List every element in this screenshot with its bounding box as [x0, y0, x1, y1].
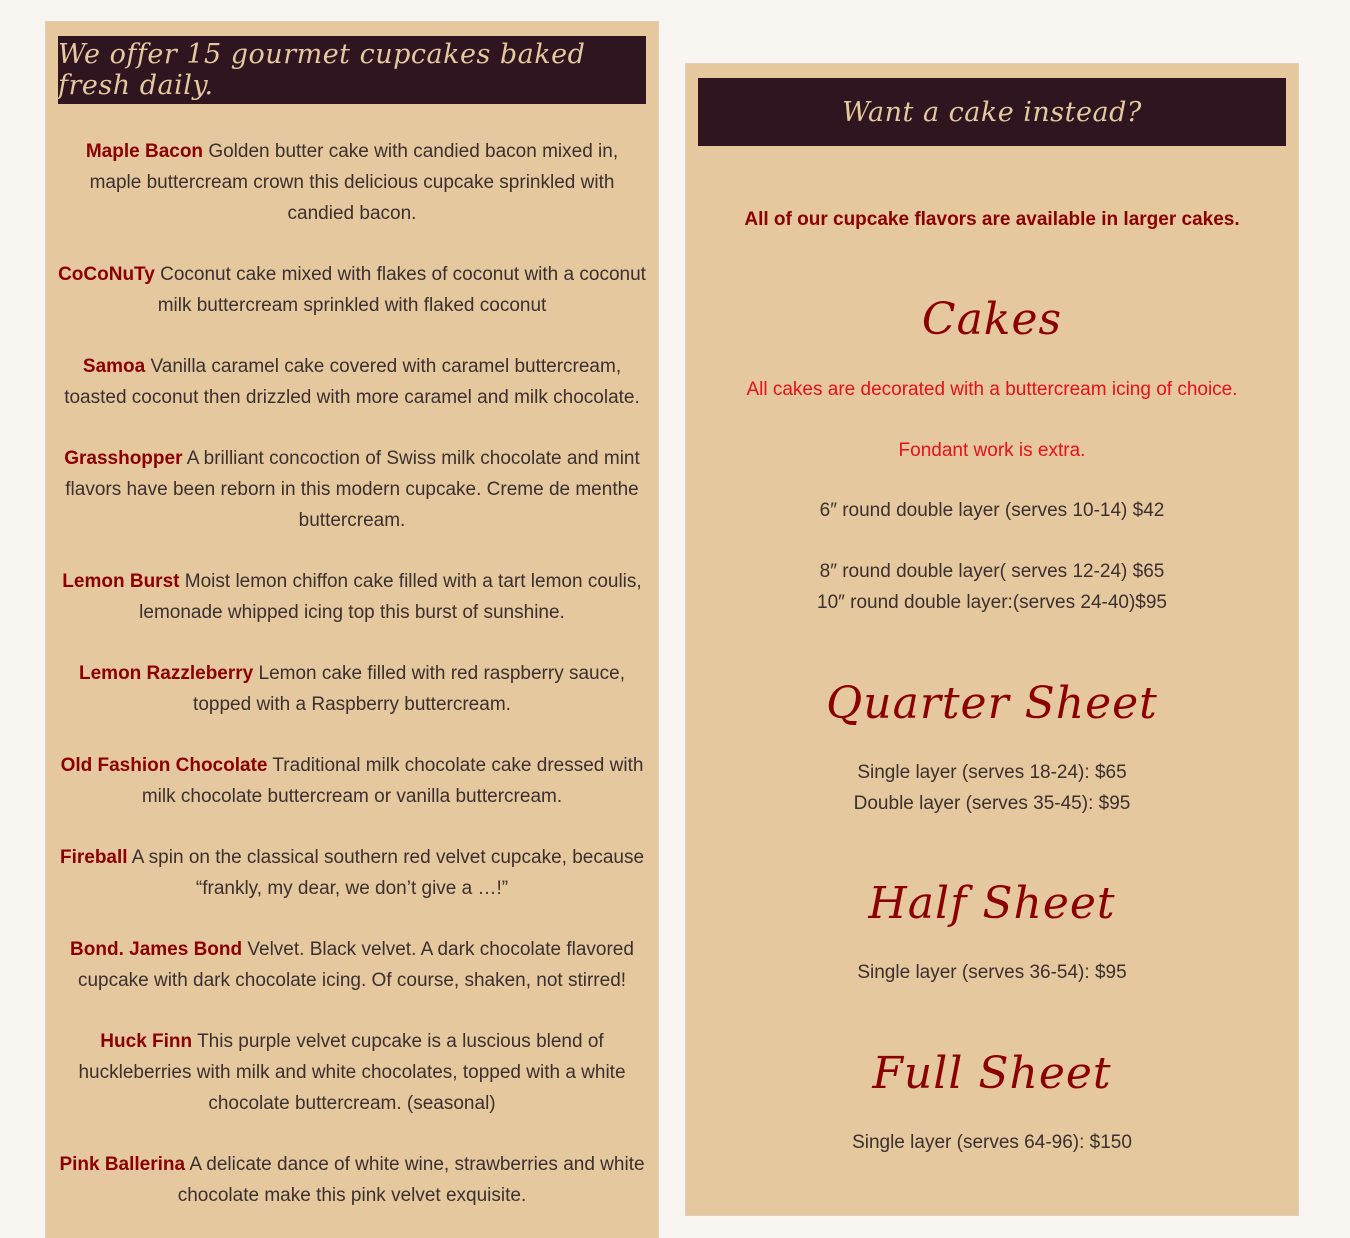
- flavor-description: Traditional milk chocolate cake dressed with milk chocolate buttercream or vanilla buttercream.: [141, 755, 644, 807]
- cupcake-menu-panel: [45, 21, 659, 1238]
- flavor-description: A delicate dance of white wine, strawberries and white chocolate make this pink velvet exquisite.: [177, 1154, 645, 1206]
- flavor-name: Lemon Razzleberry: [79, 663, 254, 684]
- fondant-note: Fondant work is extra.: [898, 440, 1086, 461]
- quarter-sheet-single-price: Single layer (serves 18-24): $65: [857, 762, 1127, 783]
- flavor-description: Velvet. Black velvet. A dark chocolate flavored cupcake with dark chocolate icing. Of course, shaken, not stirred!: [77, 939, 634, 991]
- flavor-name: Grasshopper: [64, 448, 183, 469]
- flavor-description: A brilliant concoction of Swiss milk chocolate and mint flavors have been reborn in this modern cupcake. Creme de menthe buttercream.: [65, 448, 640, 531]
- flavor-item: [58, 934, 646, 996]
- flavor-item: [58, 1149, 646, 1211]
- flavor-item: [58, 351, 646, 413]
- cake-intro-text: All of our cupcake flavors are available in larger cakes.: [744, 209, 1240, 230]
- flavor-item: [58, 136, 646, 229]
- round-cake-10in-price: 10″ round double layer:(serves 24-40)$95: [817, 592, 1167, 613]
- flavor-description: This purple velvet cupcake is a luscious blend of huckleberries with milk and white chocolates, topped with a white chocolate buttercream. (seasonal): [78, 1031, 626, 1114]
- quarter-sheet-heading: Quarter Sheet: [826, 678, 1158, 729]
- flavor-list: [58, 136, 646, 1238]
- flavor-item: [58, 259, 646, 321]
- flavor-description: A spin on the classical southern red velvet cupcake, because “frankly, my dear, we don’t give a …!”: [131, 847, 645, 899]
- flavor-item: [58, 842, 646, 904]
- flavor-description: Lemon cake filled with red raspberry sauce, topped with a Raspberry buttercream.: [193, 663, 625, 715]
- flavor-name: Fireball: [59, 847, 128, 868]
- cakes-heading: Cakes: [921, 294, 1063, 345]
- cupcake-banner-title: We offer 15 gourmet cupcakes baked fresh daily.: [58, 36, 646, 104]
- flavor-name: CoCoNuTy: [58, 264, 155, 285]
- flavor-name: Bond. James Bond: [70, 939, 243, 960]
- flavor-description: Vanilla caramel cake covered with caramel buttercream, toasted coconut then drizzled with more caramel and milk chocolate.: [64, 356, 640, 408]
- flavor-name: Old Fashion Chocolate: [60, 755, 268, 776]
- cake-pricing-panel: [685, 63, 1299, 1216]
- quarter-sheet-double-price: Double layer (serves 35-45): $95: [853, 793, 1131, 814]
- flavor-name: Huck Finn: [100, 1031, 193, 1052]
- cake-banner-title: Want a cake instead?: [698, 78, 1286, 146]
- flavor-description: Moist lemon chiffon cake filled with a tart lemon coulis, lemonade whipped icing top this burst of sunshine.: [139, 571, 642, 623]
- flavor-name: Pink Ballerina: [59, 1154, 186, 1175]
- flavor-item: [58, 750, 646, 812]
- flavor-name: Maple Bacon: [85, 141, 204, 162]
- full-sheet-single-price: Single layer (serves 64-96): $150: [852, 1132, 1132, 1153]
- half-sheet-single-price: Single layer (serves 36-54): $95: [857, 962, 1127, 983]
- flavor-item: [58, 566, 646, 628]
- flavor-name: Samoa: [82, 356, 146, 377]
- half-sheet-heading: Half Sheet: [868, 878, 1116, 929]
- flavor-description: Coconut cake mixed with flakes of coconut with a coconut milk buttercream sprinkled with flaked coconut: [157, 264, 646, 316]
- flavor-item: [58, 1026, 646, 1119]
- flavor-description: Golden butter cake with candied bacon mixed in, maple buttercream crown this delicious cupcake sprinkled with candied bacon.: [89, 141, 619, 224]
- flavor-item: [58, 658, 646, 720]
- flavor-item: [58, 443, 646, 536]
- round-cake-8in-price: 8″ round double layer( serves 12-24) $65: [819, 561, 1165, 582]
- flavor-name: Lemon Burst: [62, 571, 180, 592]
- round-cake-6in-price: 6″ round double layer (serves 10-14) $42: [819, 500, 1165, 521]
- full-sheet-heading: Full Sheet: [872, 1048, 1112, 1099]
- icing-note: All cakes are decorated with a buttercream icing of choice.: [746, 379, 1238, 400]
